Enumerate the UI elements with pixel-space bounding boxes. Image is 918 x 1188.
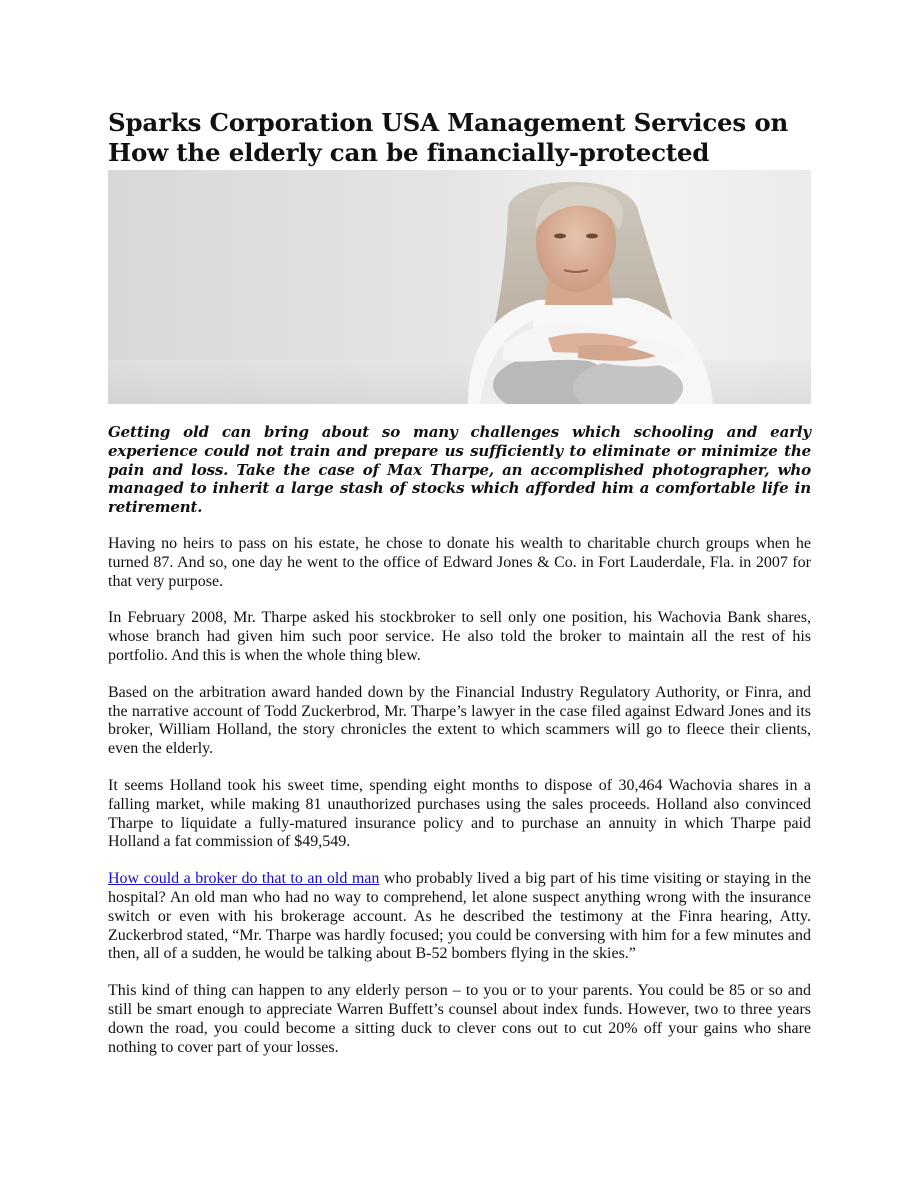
broker-old-man-link[interactable]: How could a broker do that to an old man bbox=[108, 870, 380, 888]
paragraph-arbitration: Based on the arbitration award handed down by the Financial Industry Regulatory Authority, or Finra, and the narrative account of Todd Zuckerbrod, Mr. Tharpe’s lawyer in the case filed against Edward Jones and its broker, William Holland, the story chronicles the extent to which scammers will go to fleece their clients, even the elderly. bbox=[108, 683, 811, 758]
paragraph-estate: Having no heirs to pass on his estate, he chose to donate his wealth to charitable church groups when he turned 87. And so, one day he went to the office of Edward Jones & Co. in Fort Lauderdale, Fla. in 2007 for that very purpose. bbox=[108, 534, 811, 590]
article-title: Sparks Corporation USA Management Services on How the elderly can be financially-protected bbox=[108, 108, 789, 167]
hero-photo-elderly-woman bbox=[108, 170, 811, 404]
paragraph-closing: This kind of thing can happen to any elderly person – to you or to your parents. You could be 85 or so and still be smart enough to appreciate Warren Buffett’s counsel about index funds. However, two to three years down the road, you could become a sitting duck to clever cons out to cut 20% off your gains who share nothing to cover part of your losses. bbox=[108, 982, 811, 1056]
article bbox=[108, 108, 811, 1057]
lead-paragraph: Getting old can bring about so many challenges which schooling and early experience could not train and prepare us sufficiently to eliminate or minimize the pain and loss. Take the case of Max Tharpe, an accomplished photographer, who managed to inherit a large stash of stocks which afforded him a comfortable life in retirement. bbox=[108, 423, 811, 517]
paragraph-broker-text: who probably lived a big part of his time visiting or staying in the hospital? An old man who had no way to comprehend, let alone suspect anything wrong with the insurance switch or even with his brokerage account. As he described the testimony at the Finra hearing, Atty. Zuckerbrod stated, “Mr. Tharpe was hardly focused; you could be conversing with him for a few minutes and then, all of a sudden, he would be talking about B-52 bombers flying in the skies.” bbox=[108, 870, 812, 963]
paragraph-wachovia: In February 2008, Mr. Tharpe asked his stockbroker to sell only one position, his Wachovia Bank shares, whose branch had given him such poor service. He also told the broker to maintain all the rest of his portfolio. And this is when the whole thing blew. bbox=[108, 609, 811, 664]
paragraph-holland: It seems Holland took his sweet time, spending eight months to dispose of 30,464 Wachovia shares in a falling market, while making 81 unauthorized purchases using the sales proceeds. Holland also convinced Tharpe to liquidate a fully-matured insurance policy and to purchase an annuity in which Tharpe paid Holland a fat commission of $49,549. bbox=[108, 776, 811, 851]
paragraph-broker-link bbox=[108, 870, 811, 964]
